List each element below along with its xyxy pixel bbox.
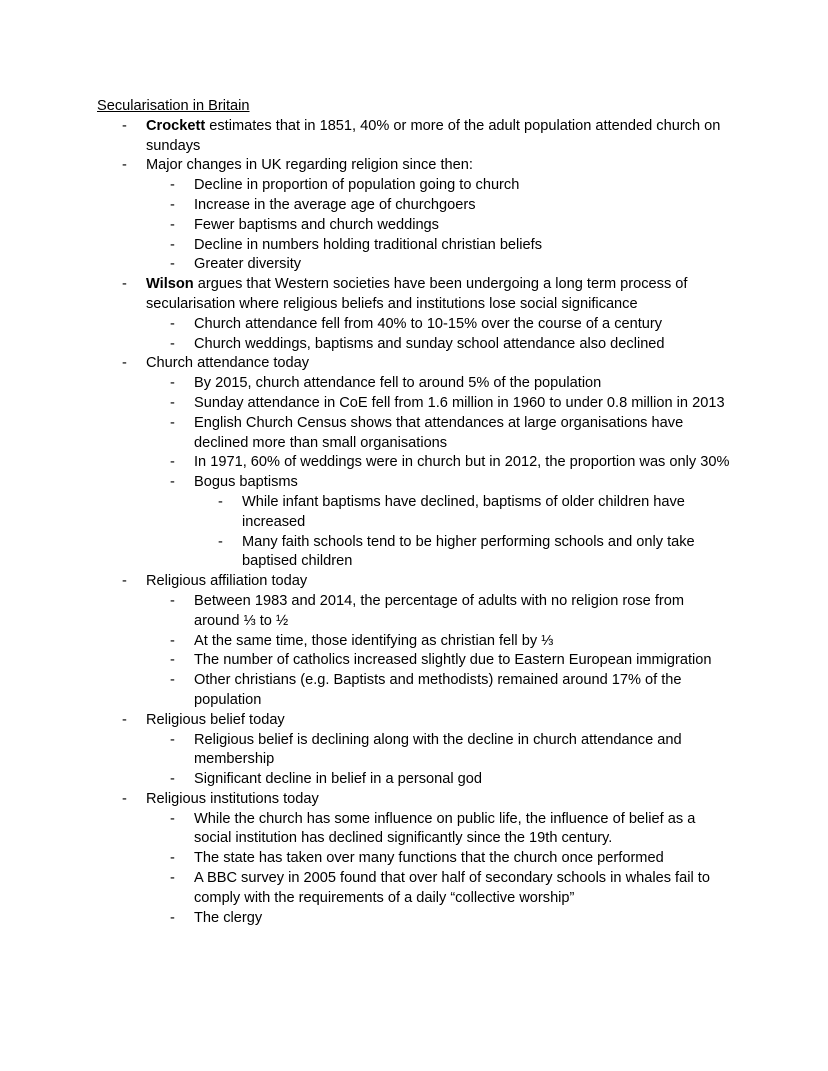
bullet-dash: - bbox=[170, 196, 175, 213]
list-item-text: Decline in numbers holding traditional christian beliefs bbox=[194, 236, 543, 253]
list-item bbox=[170, 216, 731, 236]
list-item-text: A BBC survey in 2005 found that over half of secondary schools in whales fail to comply with the requirements of a daily “collective worship” bbox=[194, 870, 710, 906]
list-item-text: English Church Census shows that attendances at large organisations have declined more than small organisations bbox=[194, 414, 684, 451]
list-item bbox=[170, 770, 731, 790]
list-item bbox=[170, 869, 731, 909]
list-item-text: The clergy bbox=[194, 909, 263, 926]
list-item-text: Church attendance today bbox=[146, 355, 310, 372]
list-item-text: Major changes in UK regarding religion since then: bbox=[146, 157, 473, 174]
bullet-dash: - bbox=[170, 672, 175, 689]
list-item-text: Between 1983 and 2014, the percentage of adults with no religion rose from around ⅓ to ½ bbox=[194, 592, 685, 629]
list-item-text: Greater diversity bbox=[194, 256, 302, 273]
document-title: Secularisation in Britain bbox=[97, 98, 250, 114]
list-item-text: Decline in proportion of population going to church bbox=[194, 177, 520, 194]
bullet-dash: - bbox=[170, 177, 175, 194]
list-item bbox=[122, 275, 731, 315]
list-item bbox=[170, 236, 731, 256]
bullet-dash: - bbox=[122, 790, 127, 807]
list-item bbox=[170, 374, 731, 394]
list-item bbox=[122, 790, 731, 810]
list-item-text: Religious belief today bbox=[146, 711, 285, 728]
list-item-text: Fewer baptisms and church weddings bbox=[194, 216, 439, 233]
bullet-dash: - bbox=[170, 850, 175, 867]
list-item bbox=[170, 414, 731, 454]
bullet-dash: - bbox=[170, 632, 175, 649]
bullet-dash: - bbox=[122, 711, 127, 728]
list-item-text: Increase in the average age of churchgoers bbox=[194, 196, 476, 213]
bullet-dash: - bbox=[170, 315, 175, 332]
list-item bbox=[170, 731, 731, 771]
list-item bbox=[122, 156, 731, 176]
list-item bbox=[170, 335, 731, 355]
list-item-text: Bogus baptisms bbox=[194, 474, 298, 491]
bullet-dash: - bbox=[170, 335, 175, 352]
bullet-dash: - bbox=[170, 216, 175, 233]
list-item-text: The state has taken over many functions that the church once performed bbox=[194, 850, 664, 867]
list-item-text: Religious affiliation today bbox=[146, 573, 308, 590]
list-item-text: The number of catholics increased slightly due to Eastern European immigration bbox=[194, 652, 712, 669]
list-item-text: By 2015, church attendance fell to around 5% of the population bbox=[194, 375, 602, 392]
list-item bbox=[122, 711, 731, 731]
list-item-text: Many faith schools tend to be higher performing schools and only take baptised children bbox=[242, 533, 695, 570]
bullet-dash: - bbox=[122, 355, 127, 372]
bullet-dash: - bbox=[170, 256, 175, 273]
list-item-text: Sunday attendance in CoE fell from 1.6 million in 1960 to under 0.8 million in 2013 bbox=[194, 394, 725, 411]
list-item-text: Church attendance fell from 40% to 10-15% over the course of a century bbox=[194, 315, 663, 332]
bullet-dash: - bbox=[170, 375, 175, 392]
bullet-dash: - bbox=[170, 592, 175, 609]
list-item bbox=[122, 117, 731, 157]
bullet-dash: - bbox=[170, 731, 175, 748]
list-item-text: Other christians (e.g. Baptists and methodists) remained around 17% of the population bbox=[194, 672, 682, 708]
list-item-text: At the same time, those identifying as christian fell by ⅓ bbox=[194, 632, 554, 649]
bullet-dash: - bbox=[170, 394, 175, 411]
bullet-dash: - bbox=[170, 236, 175, 253]
bullet-dash: - bbox=[170, 909, 175, 926]
list-item bbox=[218, 533, 731, 573]
bullet-dash: - bbox=[170, 414, 175, 431]
list-item bbox=[170, 671, 731, 711]
list-item bbox=[122, 354, 731, 374]
bullet-dash: - bbox=[218, 533, 223, 550]
bullet-dash: - bbox=[170, 870, 175, 887]
list-item bbox=[170, 810, 731, 850]
bullet-dash: - bbox=[170, 454, 175, 471]
list-item-text: Church weddings, baptisms and sunday school attendance also declined bbox=[194, 335, 665, 352]
bullet-dash: - bbox=[170, 771, 175, 788]
bullet-list bbox=[97, 117, 731, 929]
list-item bbox=[170, 632, 731, 652]
list-item bbox=[170, 651, 731, 671]
bullet-dash: - bbox=[170, 474, 175, 491]
bullet-dash: - bbox=[122, 276, 127, 293]
list-item bbox=[170, 473, 731, 493]
bold-term: Crockett bbox=[146, 117, 206, 134]
list-item-text: Wilson argues that Western societies have been undergoing a long term process of secularisation where religious beliefs and institutions lose social significance bbox=[146, 276, 688, 312]
list-item bbox=[170, 315, 731, 335]
list-item bbox=[170, 196, 731, 216]
list-item-text: While the church has some influence on public life, the influence of belief as a social institution has declined significantly since the 19th century. bbox=[194, 810, 696, 847]
bullet-dash: - bbox=[218, 493, 223, 510]
list-item-text: While infant baptisms have declined, baptisms of older children have increased bbox=[242, 493, 685, 530]
bullet-dash: - bbox=[170, 810, 175, 827]
list-item-text: Religious belief is declining along with the decline in church attendance and membership bbox=[194, 731, 682, 768]
list-item bbox=[170, 176, 731, 196]
bullet-dash: - bbox=[122, 573, 127, 590]
bullet-dash: - bbox=[122, 117, 127, 134]
list-item bbox=[170, 592, 731, 632]
list-item bbox=[218, 493, 731, 533]
list-item-text: Religious institutions today bbox=[146, 790, 319, 807]
bullet-dash: - bbox=[122, 157, 127, 174]
bullet-dash: - bbox=[170, 652, 175, 669]
list-item bbox=[170, 909, 731, 929]
bold-term: Wilson bbox=[146, 276, 194, 293]
list-item bbox=[122, 572, 731, 592]
list-item-text: Crockett estimates that in 1851, 40% or more of the adult population attended church on sundays bbox=[146, 117, 721, 154]
list-item bbox=[170, 453, 731, 473]
list-item bbox=[170, 394, 731, 414]
list-item-text: In 1971, 60% of weddings were in church but in 2012, the proportion was only 30% bbox=[194, 454, 730, 471]
list-item bbox=[170, 255, 731, 275]
list-item-text: Significant decline in belief in a personal god bbox=[194, 771, 483, 788]
list-item bbox=[170, 849, 731, 869]
